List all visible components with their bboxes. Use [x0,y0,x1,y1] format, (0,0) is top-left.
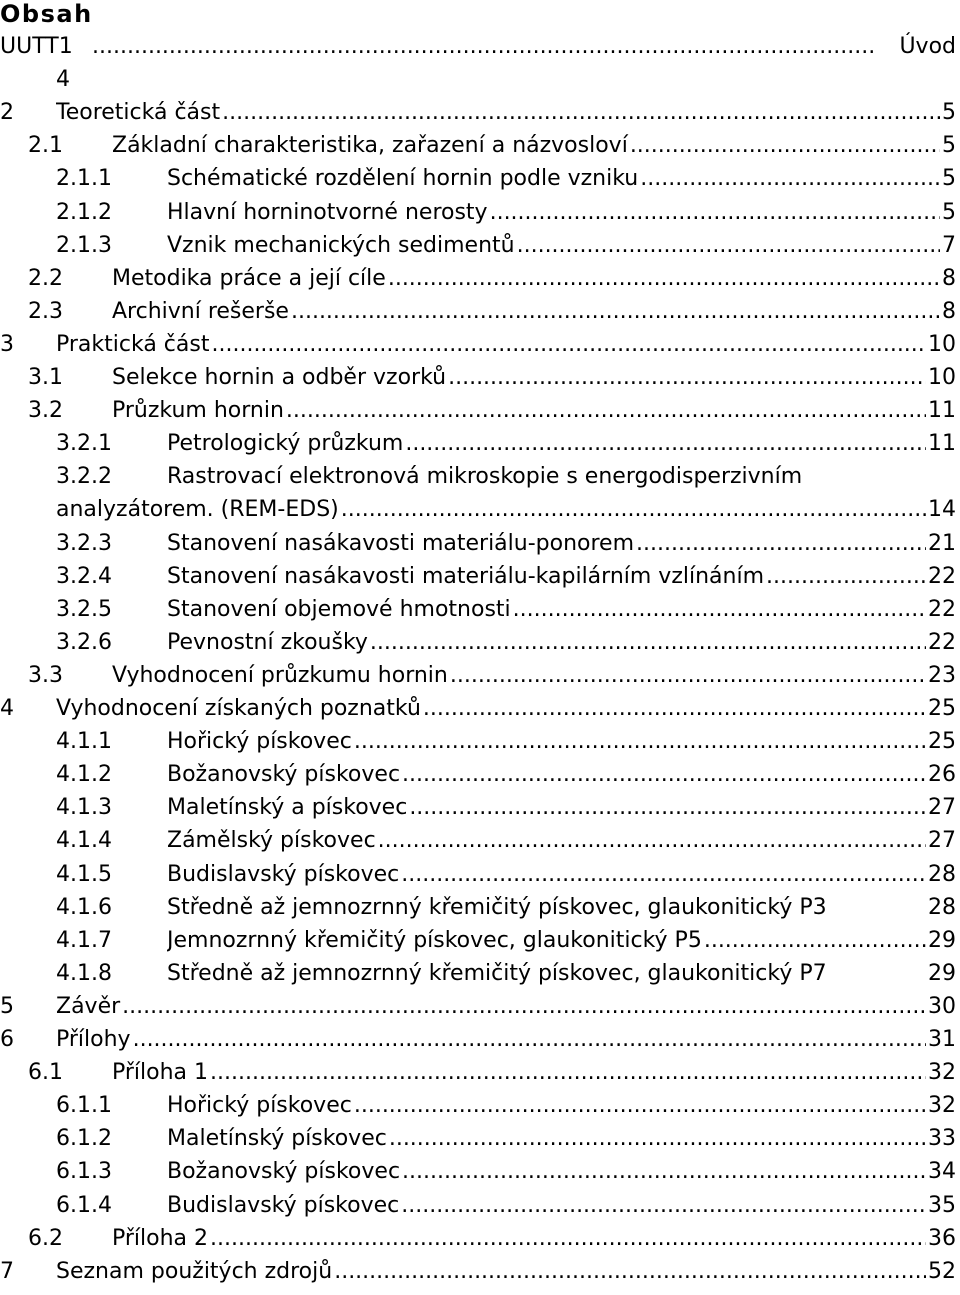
toc-entry-continuation[interactable] [0,493,956,526]
toc-entry-number: 3.2.6 [56,629,112,655]
toc-entry-number: 4.1.4 [56,828,112,854]
toc-leader-dots [636,527,926,560]
toc-entry-label: Středně až jemnozrnný křemičitý pískovec, glaukonitický P7 [167,960,827,986]
toc-entry[interactable] [0,295,956,328]
toc-entry[interactable] [0,891,956,924]
toc-leader-dots [210,1222,926,1255]
toc-entry-number: 4.1.7 [56,927,112,953]
toc-entry-label: Vyhodnocení získaných poznatků [56,696,421,721]
toc-entry-label: Budislavský pískovec [167,861,400,887]
toc-entry-label: Stanovení nasákavosti materiálu-ponorem [167,530,635,556]
toc-entry-label: Božanovský pískovec [167,1159,401,1185]
toc-entry-page: 11 [928,398,956,424]
toc-entry[interactable] [0,394,956,427]
toc-entry-page: 25 [928,729,956,755]
toc-entry[interactable] [0,692,956,725]
toc-entry-number: 2.1 [28,133,63,159]
toc-leader-dots [517,229,940,262]
toc-leader-dots [402,758,926,791]
toc-entry-page: 8 [942,265,956,291]
toc-entry-page: 5 [942,199,956,225]
toc-entry-page: 21 [928,530,956,556]
toc-entry-number: 4.1.6 [56,894,112,920]
toc-entry-number: 4.1.8 [56,960,112,986]
toc-leader-dots [402,1155,926,1188]
toc-entry-label: Vznik mechanických sedimentů [167,232,515,258]
toc-entry-number: UUTT1 [0,34,73,59]
toc-entry-page [0,63,956,96]
toc-entry[interactable] [0,96,956,129]
toc-entry-label: Stanovení nasákavosti materiálu-kapilárním vzlínáním [167,563,765,589]
toc-entry-page: 30 [928,993,956,1019]
toc-entry-page: 28 [928,894,956,920]
toc-entry-page: 5 [942,100,956,126]
toc-entry-label: Maletínský pískovec [167,1126,387,1152]
toc-entry-label: Zámělský pískovec [167,828,376,854]
toc-entry-label: Příloha 1 [112,1060,209,1086]
toc-entry-number: 4 [0,696,14,721]
toc-entry-number: 6.1 [28,1060,63,1086]
toc-leader-dots [378,824,926,857]
toc-leader-dots [448,361,926,394]
toc-entry[interactable] [0,824,956,857]
toc-leader-dots [409,791,926,824]
toc-entry-number: 4.1.5 [56,861,112,887]
toc-entry-number: 6.1.1 [56,1093,112,1119]
toc-entry-page: 29 [928,960,956,986]
toc-entry[interactable] [0,725,956,758]
toc-entry-number: 3.2.5 [56,596,112,622]
toc-leader-dots [401,858,926,891]
toc-leader-dots [450,659,926,692]
toc-entry[interactable] [0,30,956,63]
toc-entry-label: Průzkum hornin [112,398,284,424]
toc-entry[interactable] [0,129,956,162]
toc-leader-dots [210,1056,926,1089]
toc-entry-page: 22 [928,596,956,622]
toc-entry-page: 14 [928,497,956,523]
toc-leader-dots [401,1189,926,1222]
toc-leader-dots [341,493,926,526]
toc-entry-page: 10 [928,331,956,357]
toc-entry-label: Teoretická část [56,100,221,126]
toc-entry-label: Praktická část [56,331,210,357]
toc-entry[interactable] [0,162,956,195]
toc-entry[interactable] [0,593,956,626]
toc-entry-label: Rastrovací elektronová mikroskopie s energodisperzivním [167,464,803,490]
toc-entry-number: 2.2 [28,265,63,291]
toc-entry-label: Hořický pískovec [167,729,352,755]
toc-entry-label: Přílohy [56,1027,131,1052]
toc-entry[interactable] [0,990,956,1023]
toc-entry-label: Stanovení objemové hmotnosti [167,596,511,622]
toc-entry-number: 6.1.4 [56,1192,112,1218]
toc-entry-label: Základní charakteristika, zařazení a názvosloví [112,133,628,159]
toc-leader-dots [354,1089,926,1122]
toc-entry-page: 7 [942,232,956,258]
toc-entry-label: Jemnozrnný křemičitý pískovec, glaukonitický P5 [167,927,702,953]
toc-entry-page: 31 [928,1027,956,1052]
toc-entry[interactable] [0,1255,956,1288]
toc-entry[interactable] [0,1155,956,1188]
toc-leader-dots [423,692,926,725]
toc-entry-page: 36 [928,1225,956,1251]
toc-entry-page: 32 [928,1093,956,1119]
toc-leader-dots [370,626,926,659]
toc-entry-number: 2.3 [28,298,63,324]
toc-entry-page: 22 [928,629,956,655]
toc-entry-page: 5 [942,166,956,192]
toc-entry-number: 2 [0,100,14,126]
toc-entry-number: 3.1 [28,365,63,390]
toc-entry-page: 29 [928,927,956,953]
toc-leader-dots [766,560,926,593]
toc-leader-dots [334,1255,926,1288]
toc-entry-page: 8 [942,298,956,324]
toc-leader-dots [389,1122,926,1155]
toc-entry-label: Božanovský pískovec [167,762,401,788]
toc-leader-dots [222,96,940,129]
toc-entry[interactable] [0,758,956,791]
toc-leader-dots [92,30,874,63]
toc-entry-label: Příloha 2 [112,1225,209,1251]
toc-entry-number: 5 [0,993,14,1019]
toc-entry-number: 6 [0,1027,14,1052]
toc-entry[interactable] [0,527,956,560]
toc-entry-page: 25 [928,696,956,721]
toc-entry-label: Středně až jemnozrnný křemičitý pískovec, glaukonitický P3 [167,894,827,920]
toc-entry[interactable] [0,460,956,493]
toc-leader-dots [211,328,926,361]
toc-entry[interactable] [0,626,956,659]
toc-entry-page: 52 [928,1258,956,1284]
toc-entry-number: 2.1.3 [56,232,112,258]
toc-entry-number: 7 [0,1258,14,1284]
toc-entry-number: 4.1.3 [56,795,112,821]
toc-entry[interactable] [0,1089,956,1122]
toc-entry-label-continued: analyzátorem. (REM-EDS) [56,497,339,523]
toc-entry[interactable] [0,1056,956,1089]
toc-leader-dots [405,427,926,460]
toc-entry-number: 3.3 [28,662,63,688]
toc-entry-label: Vyhodnocení průzkumu hornin [112,662,448,688]
toc-leader-dots [354,725,926,758]
toc-entry-number: 4.1.1 [56,729,112,755]
toc-leader-dots [490,196,940,229]
toc-entry-label: Metodika práce a její cíle [112,265,386,291]
toc-entry-page: 33 [928,1126,956,1152]
toc-entry-number: 2.1.1 [56,166,112,192]
toc-entry-page: 28 [928,861,956,887]
toc-entry-label: Hlavní horninotvorné nerosty [167,199,488,225]
toc-entry-page: 5 [942,133,956,159]
toc-entry-label: Selekce hornin a odběr vzorků [112,365,447,390]
toc-entry[interactable] [0,1023,956,1056]
toc-entry-label: Petrologický průzkum [167,431,404,457]
toc-entry[interactable] [0,361,956,394]
toc-entry-page: 10 [928,365,956,390]
toc-entry-label: Maletínský a pískovec [167,795,408,821]
toc-entry-label: Závěr [56,993,121,1019]
toc-entry[interactable] [0,791,956,824]
toc-entry-number: 4.1.2 [56,762,112,788]
toc-leader-dots [291,295,940,328]
toc-entry-number: 6.1.2 [56,1126,112,1152]
toc-leader-dots [388,262,940,295]
toc-leader-dots [513,593,926,626]
toc-entry-label: Úvod [899,34,956,59]
toc-entry-number: 3.2.2 [56,464,112,490]
toc-entry[interactable] [0,560,956,593]
toc-entry-number: 6.1.3 [56,1159,112,1185]
toc-entry[interactable] [0,196,956,229]
toc-leader-dots [704,924,926,957]
toc-entry[interactable] [0,229,956,262]
toc-entry[interactable] [0,1122,956,1155]
toc-leader-dots [122,990,926,1023]
toc-entry-page: 26 [928,762,956,788]
toc-entry-number: 3.2.4 [56,563,112,589]
toc-entry[interactable] [0,262,956,295]
toc-entry-number: 3.2.1 [56,431,112,457]
toc-entry-page: 35 [928,1192,956,1218]
toc-entry-label: Archivní rešerše [112,298,289,324]
toc-entry-label: Budislavský pískovec [167,1192,400,1218]
toc-entry[interactable] [0,328,956,361]
toc-entry-page: 22 [928,563,956,589]
toc-leader-dots [133,1023,926,1056]
toc-entry-label: Hořický pískovec [167,1093,352,1119]
page-title: Obsah [0,0,93,28]
toc-entry[interactable] [0,858,956,891]
toc-entry-page: 27 [928,828,956,854]
toc-entry-number: 2.1.2 [56,199,112,225]
toc-entry-number: 6.2 [28,1225,63,1251]
toc-entry-page: 11 [928,431,956,457]
toc-entry-number: 3 [0,331,14,357]
toc-entry[interactable] [0,427,956,460]
toc-entry[interactable] [0,924,956,957]
toc-entry-page-number: 4 [56,67,70,93]
toc-leader-dots [630,129,940,162]
toc-entry[interactable] [0,957,956,990]
toc-entry-number: 3.2.3 [56,530,112,556]
toc-entry-page: 34 [928,1159,956,1185]
toc-entry-label: Seznam použitých zdrojů [56,1258,333,1284]
toc-entry[interactable] [0,1222,956,1255]
toc-leader-dots [286,394,926,427]
toc-entry-page: 27 [928,795,956,821]
toc-entry[interactable] [0,1189,956,1222]
toc-entry-number: 3.2 [28,398,63,424]
toc-entry-label: Schématické rozdělení hornin podle vzniku [167,166,639,192]
toc-entry-label: Pevnostní zkoušky [167,629,368,655]
toc-leader-dots [640,162,940,195]
toc-entry-page: 23 [928,662,956,688]
toc-entry[interactable] [0,659,956,692]
toc-entry-page: 32 [928,1060,956,1086]
